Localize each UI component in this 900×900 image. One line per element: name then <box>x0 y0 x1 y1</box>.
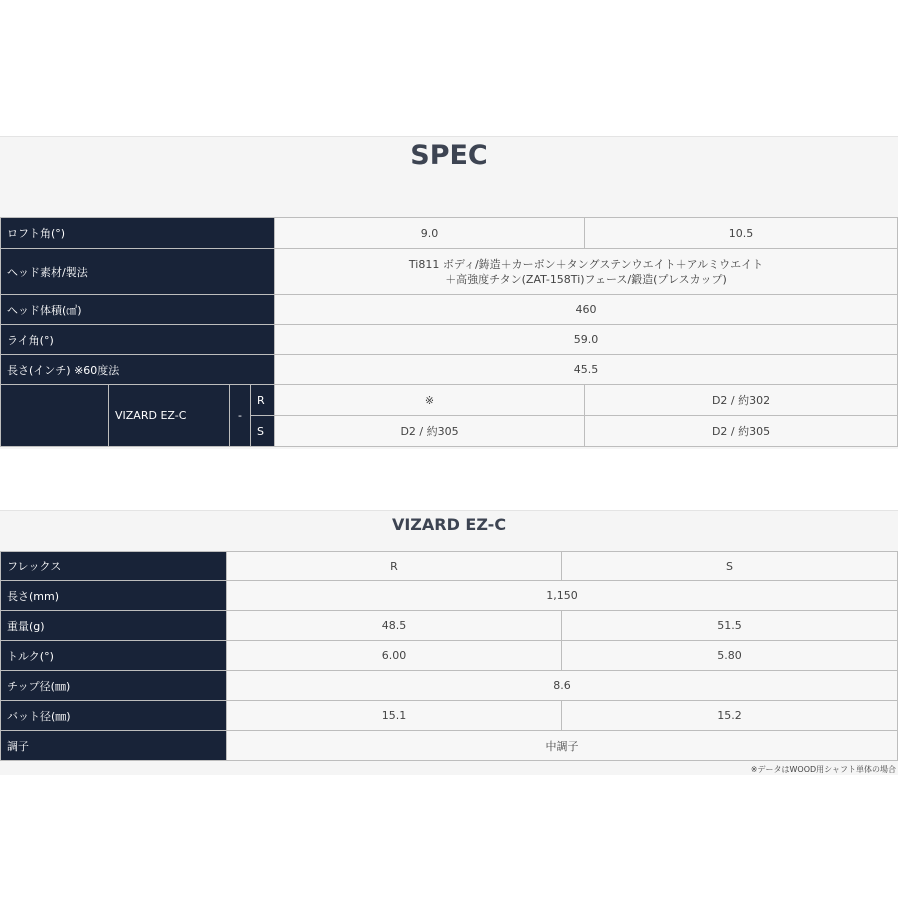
head-volume-value: 460 <box>275 295 898 325</box>
spec-table <box>0 217 898 447</box>
loft-value-1: 9.0 <box>275 218 585 249</box>
weight-label: 重量(g) <box>1 611 227 641</box>
table-row <box>1 641 898 671</box>
flex-r-label: R <box>251 385 275 416</box>
table-row <box>1 581 898 611</box>
table-row <box>1 325 898 355</box>
loft-value-2: 10.5 <box>585 218 898 249</box>
shaft-name: VIZARD EZ-C <box>109 385 230 447</box>
flex-r-value-1: ※ <box>275 385 585 416</box>
weight-value-1: 48.5 <box>227 611 562 641</box>
length-value: 45.5 <box>275 355 898 385</box>
table-row <box>1 671 898 701</box>
kick-label: 調子 <box>1 731 227 761</box>
head-material-label: ヘッド素材/製法 <box>1 249 275 295</box>
table-row <box>1 385 898 416</box>
loft-label: ロフト角(°) <box>1 218 275 249</box>
flex-label: フレックス <box>1 552 227 581</box>
weight-value-2: 51.5 <box>562 611 898 641</box>
spec-title: SPEC <box>410 140 488 171</box>
butt-value-2: 15.2 <box>562 701 898 731</box>
kick-value: 中調子 <box>227 731 898 761</box>
shaft-spec-table <box>0 551 898 761</box>
head-material-value <box>275 249 898 295</box>
table-row <box>1 295 898 325</box>
table-row <box>1 355 898 385</box>
tip-value: 8.6 <box>227 671 898 701</box>
butt-label: バット径(㎜) <box>1 701 227 731</box>
tip-label: チップ径(㎜) <box>1 671 227 701</box>
footnote: ※データはWOOD用シャフト単体の場合 <box>750 765 896 774</box>
shaft-dash: - <box>230 385 251 447</box>
table-row <box>1 731 898 761</box>
flex-s-label: S <box>251 416 275 447</box>
table-row <box>1 552 898 581</box>
table-row <box>1 611 898 641</box>
flex-s-value-2: D2 / 約305 <box>585 416 898 447</box>
flex-value-1: R <box>227 552 562 581</box>
flex-r-value-2: D2 / 約302 <box>585 385 898 416</box>
length-label: 長さ(インチ) ※60度法 <box>1 355 275 385</box>
shaft-spec-title: VIZARD EZ-C <box>391 515 507 534</box>
table-row <box>1 249 898 295</box>
torque-value-1: 6.00 <box>227 641 562 671</box>
flex-s-value-1: D2 / 約305 <box>275 416 585 447</box>
shaft-length-label: 長さ(mm) <box>1 581 227 611</box>
torque-label: トルク(°) <box>1 641 227 671</box>
head-material-line-1: Ti811 ボディ/鋳造＋カーボン＋タングステンウエイト＋アルミウエイト <box>408 257 764 271</box>
torque-value-2: 5.80 <box>562 641 898 671</box>
table-row <box>1 701 898 731</box>
table-row <box>1 218 898 249</box>
lie-label: ライ角(°) <box>1 325 275 355</box>
shaft-length-value: 1,150 <box>227 581 898 611</box>
lie-value: 59.0 <box>275 325 898 355</box>
head-material-line-2: ＋高強度チタン(ZAT-158Ti)フェース/鍛造(プレスカップ) <box>445 272 727 286</box>
butt-value-1: 15.1 <box>227 701 562 731</box>
head-volume-label: ヘッド体積(㎤) <box>1 295 275 325</box>
flex-value-2: S <box>562 552 898 581</box>
shaft-group-cell <box>1 385 109 447</box>
